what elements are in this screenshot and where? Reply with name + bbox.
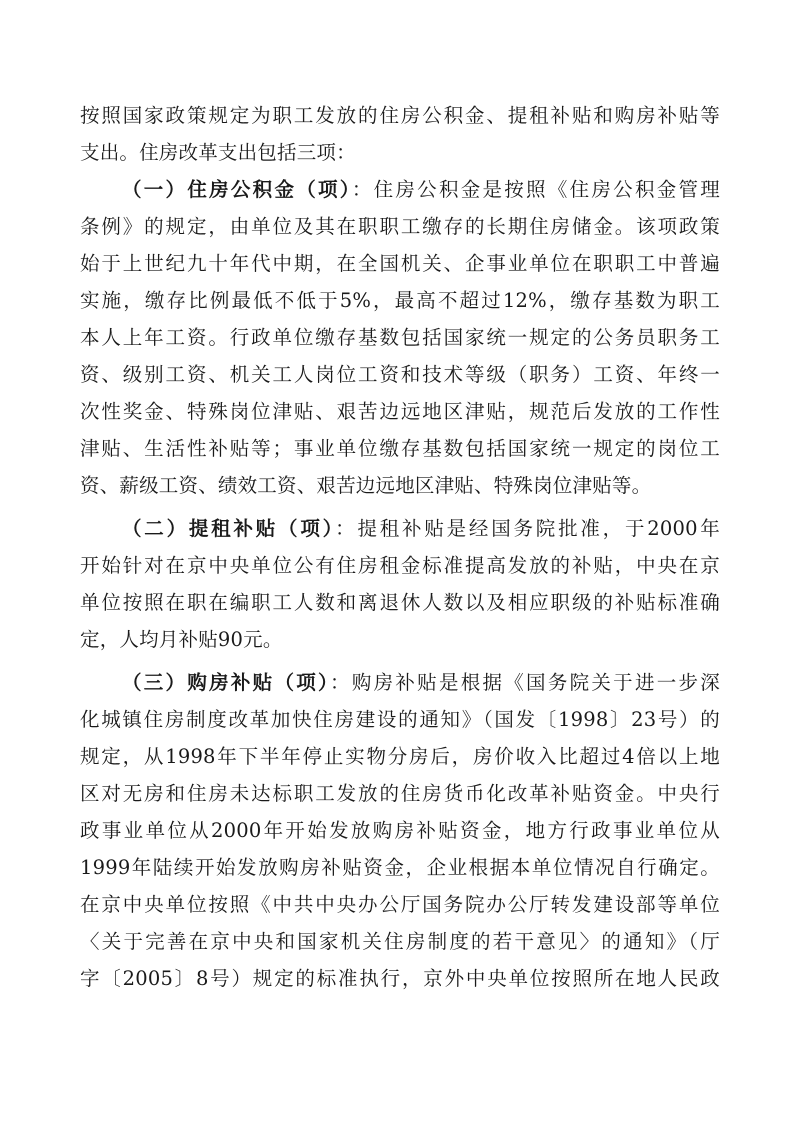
text-line: 条例》的规定，由单位及其在职职工缴存的长期住房储金。该项政策 (80, 215, 720, 238)
text-line: 政事业单位从2000年开始发放购房补贴资金，地方行政事业单位从 (80, 819, 720, 842)
section-heading: （三）购房补贴（项） (122, 671, 331, 694)
section-first-line (80, 664, 720, 701)
intro-paragraph (80, 97, 720, 171)
section-heading: （二）提租补贴（项） (122, 517, 336, 540)
section-housing-purchase-subsidy (80, 664, 720, 997)
text-line: 资、级别工资、机关工人岗位工资和技术等级（职务）工资、年终一 (80, 363, 720, 386)
text-line: 开始针对在京中央单位公有住房租金标准提高发放的补贴，中央在京 (80, 554, 720, 577)
text-line: 规定，从1998年下半年停止实物分房后，房价收入比超过4倍以上地 (80, 745, 720, 768)
document-page (80, 97, 720, 997)
text-line: 津贴、生活性补贴等；事业单位缴存基数包括国家统一规定的岗位工 (80, 437, 720, 460)
text-line: 本人上年工资。行政单位缴存基数包括国家统一规定的公务员职务工 (80, 326, 720, 349)
text-line: 单位按照在职在编职工人数和离退休人数以及相应职级的补贴标准确 (80, 591, 720, 614)
text-line: 实施，缴存比例最低不低于5%，最高不超过12%，缴存基数为职工 (80, 289, 720, 312)
section-heading: （一）住房公积金（项） (122, 178, 352, 201)
text-line: 〈关于完善在京中央和国家机关住房制度的若干意见〉的通知》（厅 (80, 930, 720, 953)
text-line: 化城镇住房制度改革加快住房建设的通知》（国发〔1998〕23号）的 (80, 708, 720, 731)
section-first-line (80, 171, 720, 208)
text-line: 在京中央单位按照《中共中央办公厅国务院办公厅转发建设部等单位 (80, 893, 720, 916)
text-line: 资、薪级工资、绩效工资、艰苦边远地区津贴、特殊岗位津贴等。 (80, 474, 652, 497)
text-line: 区对无房和住房未达标职工发放的住房货币化改革补贴资金。中央行 (80, 782, 720, 805)
text-line: 1999年陆续开始发放购房补贴资金，企业根据本单位情况自行确定。 (80, 856, 720, 879)
text-line: 按照国家政策规定为职工发放的住房公积金、提租补贴和购房补贴等 (80, 104, 720, 127)
section-first-line-text: ：购房补贴是根据《国务院关于进一步深 (330, 671, 720, 694)
section-first-line-text: ：提租补贴是经国务院批准，于2000年 (335, 517, 720, 540)
text-line: 支出。住房改革支出包括三项： (80, 141, 356, 164)
section-rent-subsidy (80, 510, 720, 658)
text-line: 定，人均月补贴90元。 (80, 628, 283, 651)
text-line: 次性奖金、特殊岗位津贴、艰苦边远地区津贴，规范后发放的工作性 (80, 400, 720, 423)
section-first-line-text: ：住房公积金是按照《住房公积金管理 (351, 178, 720, 201)
text-line: 始于上世纪九十年代中期，在全国机关、企事业单位在职职工中普遍 (80, 252, 720, 275)
section-first-line (80, 510, 720, 547)
text-line: 字〔2005〕8号）规定的标准执行，京外中央单位按照所在地人民政 (80, 967, 720, 990)
section-housing-provident-fund (80, 171, 720, 504)
